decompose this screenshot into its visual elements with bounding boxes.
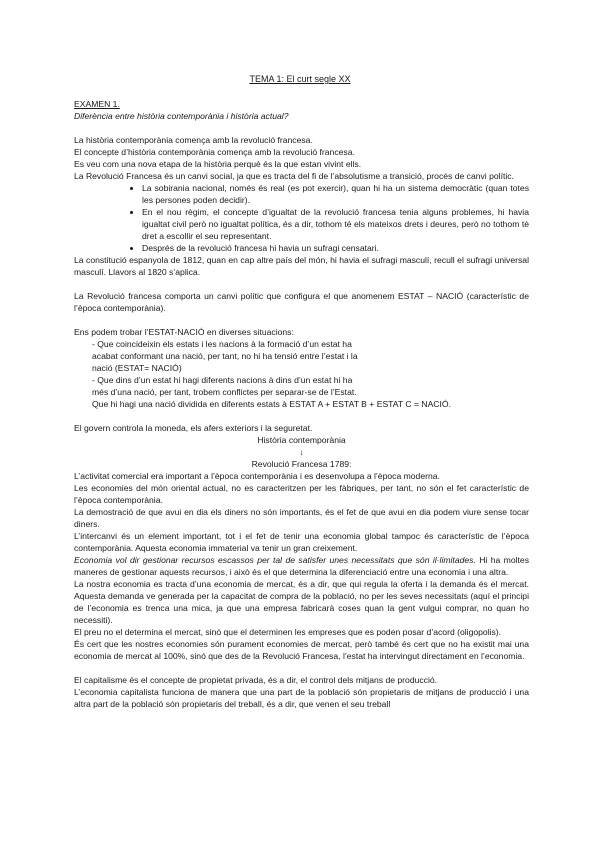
paragraph: El concepte d’història contemporània comença amb la revolució francesa. [74, 147, 355, 157]
page-title: TEMA 1: El curt segle XX [249, 74, 351, 84]
economy-definition: Economia vol dir gestionar recursos escassos per tal de satisfer unes necessitats que són il·limitades. [74, 555, 476, 565]
paragraph: La Revolució francesa comporta un canvi polític que configura el que anomenem ESTAT – NACIÓ (característic de l’època contemporània). [74, 291, 529, 313]
situation-line: Que hi hagi una nació dividida en diferents estats à ESTAT A + ESTAT B + ESTAT C = NACIÓ. [92, 399, 451, 409]
paragraph: El govern controla la moneda, els afers exteriors i la seguretat. [74, 423, 313, 433]
situation-line: - Que coincideixin els estats i les nacions à la formació d’un estat ha [92, 339, 352, 349]
paragraph: El capitalisme és el concepte de propietat privada, és a dir, el control dels mitjans de producció. [74, 675, 438, 685]
center-heading: Revolució Francesa 1789: [251, 459, 352, 469]
situation-line: més d’una nació, per tant, trobem conflictes per separar-se de l’Estat. [92, 387, 357, 397]
situation-line: - Que dins d’un estat hi hagi diferents nacions à dins d’un estat hi ha [92, 375, 353, 385]
exam-heading: EXAMEN 1. [74, 99, 120, 109]
bullet-list [74, 182, 529, 254]
paragraph: És cert que les nostres economies són purament economies de mercat, però també és cert que no ha existit mai una economia de mercat al 100%, sinó que des de la Revolució Francesa, l’estat ha intervingut directament en l’economia. [74, 639, 529, 661]
paragraph: La demostració de que avui en dia els diners no són importants, és el fet de que avui en dia podem viure sense tocar diners. [74, 507, 529, 529]
situation-line: acabat conformant una nació, per tant, no hi ha tensió entre l’estat i la [92, 351, 358, 361]
exam-question: Diferència entre història contemporània i història actual? [74, 111, 289, 121]
center-heading: Història contemporània [257, 435, 346, 445]
arrow-down-icon: ↓ [299, 447, 304, 457]
list-item: • En el nou règim, el concepte d’igualtat de la revolució francesa tenia alguns problemes, hi havia igualtat civil però no igualtat política, és a dir, tothom té els mateixos drets i deures, però no tothom tè dret a escollir el seu representant. [142, 206, 529, 242]
list-item: • Després de la revolució francesa hi havia un sufragi censatari. [142, 242, 529, 254]
paragraph: Les economies del món oriental actual, no es caracteritzen per les fàbriques, per tant, no són el fet característic de l’època contemporània. [74, 483, 529, 505]
paragraph: L’economia capitalista funciona de manera que una part de la població són propietaris de mitjans de producció i una altra part de la població són propietaris del treball, és a dir, que venen el seu treball [74, 687, 529, 709]
paragraph: La Revolució Francesa és un canvi social, ja que es tracta del fi de l’absolutisme a transició, procés de canvi polític. [74, 171, 514, 181]
paragraph: Es veu com una nova etapa de la història perquè és la que estan vivint ells. [74, 159, 362, 169]
document-body [74, 98, 529, 710]
paragraph: La constitució espanyola de 1812, quan en cap altre país del món, hi havia el sufragi masculí, recull el sufragi universal masculí. Llavors al 1820 s’aplica. [74, 255, 529, 277]
list-item: • La sobirania nacional, només és real (es pot exercir), quan hi ha un sistema democràtic (quan totes les persones poden decidir). [142, 182, 529, 206]
paragraph: El preu no el determina el mercat, sinó que el determinen les empreses que es poden posar d’acord (oligopolis). [74, 627, 502, 637]
paragraph: La nostra economia es tracta d’una economia de mercat, és a dir, que qui regula la oferta i la demanda és el mercat. Aquesta demanda ve generada per la capacitat de compra de la població, no per les seves necessitats (aquí el principi de l’economia es trenca una mica, ja que una empresa fabricarà coses quan la gent vulgui comprar, no quan ho necessiti). [74, 579, 529, 625]
paragraph: Ens podem trobar l’ESTAT-NACIÓ en diverses situacions: [74, 327, 294, 337]
paragraph [74, 554, 529, 578]
situation-line: nació (ESTAT= NACIÓ) [92, 363, 182, 373]
paragraph: La història contemporània comença amb la revolució francesa. [74, 135, 313, 145]
paragraph: L’intercanvi és un element important, tot i el fet de tenir una economia global tampoc és característic de l’època contemporània. Aquesta economia immaterial va tenir un gran creixement. [74, 531, 529, 553]
paragraph: L’activitat comercial era important a l’època contemporània i es desenvolupa a l’època moderna. [74, 471, 440, 481]
paragraph-text: Hi ha moltes maneres de gestionar aquests recursos, i això és el que determina la diferenciació entre una economia i una altra. [74, 555, 529, 577]
